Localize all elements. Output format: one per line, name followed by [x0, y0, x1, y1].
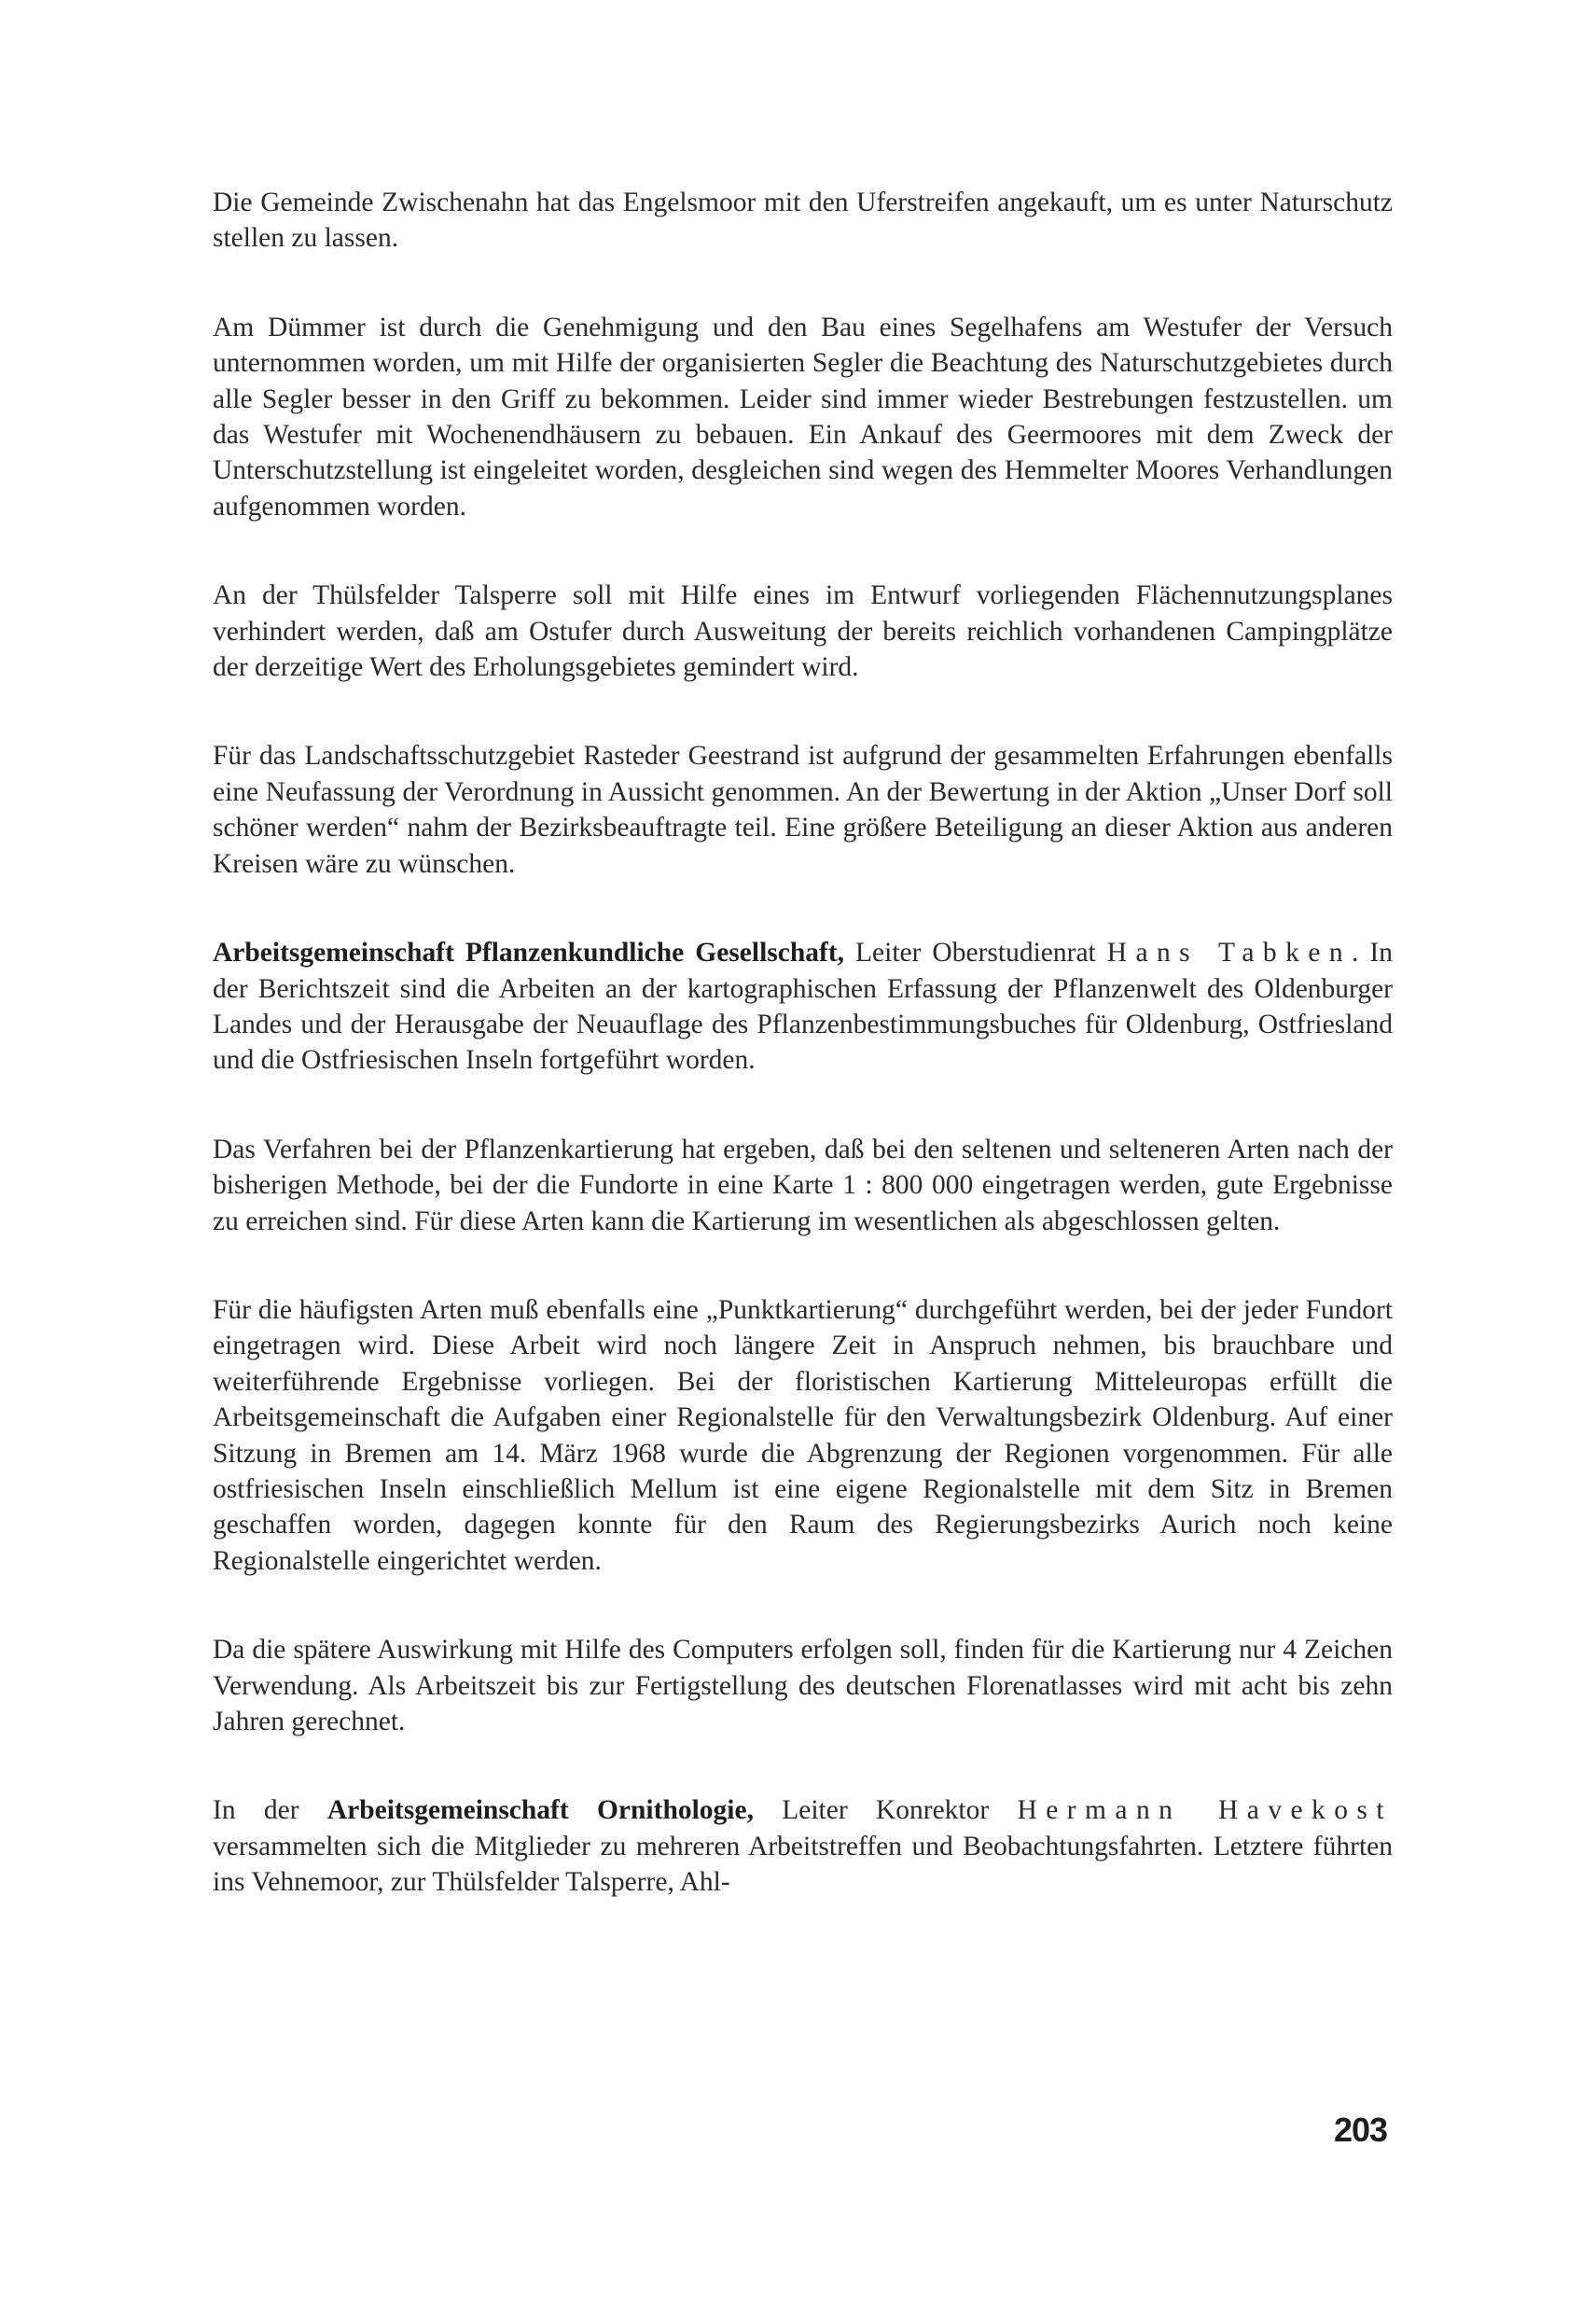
paragraph-text: An der Thülsfelder Talsperre soll mit Hilfe eines im Entwurf vorliegenden Flächennutzungsplanes verhindert werden, daß am Ostufer durch Ausweitung der bereits reichlich vorhandenen Campingplätze der derzeitige Wert des Erholungsgebietes gemindert wird.: [213, 580, 1393, 683]
paragraph-rasteder-geestrand: [213, 738, 1393, 882]
paragraph-text: Da die spätere Auswirkung mit Hilfe des Computers erfolgen soll, finden für die Kartierung nur 4 Zeichen Verwendung. Als Arbeitszeit bis zur Fertigstellung des deutschen Florenatlasses wird mit acht bis zehn Jahren gerechnet.: [213, 1635, 1393, 1736]
paragraph-text: Das Verfahren bei der Pflanzenkartierung hat ergeben, daß bei den seltenen und selteneren Arten nach der bisherigen Methode, bei der die Fundorte in eine Karte 1 : 800 000 eingetragen werden, gute Ergebnisse zu erreichen sind. Für diese Arten kann die Kartierung im wesentlichen als abgeschlossen gelten.: [213, 1134, 1393, 1236]
paragraph-text: . In der Berichtszeit sind die Arbeiten an der kartographischen Erfassung der Pflanzenwelt des Oldenburger Landes und der Herausgabe der Neuauflage des Pflanzenbestimmungsbuches für Oldenburg, Ostfriesland und die Ostfriesischen Inseln fortgeführt worden.: [213, 938, 1393, 1076]
leader-name: Hans Tabken: [1106, 938, 1353, 969]
page-body: [213, 185, 1393, 1954]
paragraph-pflanzenkartierung: [213, 1132, 1393, 1239]
paragraph-text: Für die häufigsten Arten muß ebenfalls eine „Punktkartierung“ durchgeführt werden, bei der jeder Fundort eingetragen wird. Diese Arbeit wird noch längere Zeit in Anspruch nehmen, bis brauchbare und weiterführende Ergebnisse vorliegen. Bei der floristischen Kartierung Mitteleuropas erfüllt die Arbeitsgemeinschaft die Aufgaben einer Regionalstelle für den Verwaltungsbezirk Oldenburg. Auf einer Sitzung in Bremen am 14. März 1968 wurde die Abgrenzung der Regionen vorgenommen. Für alle ostfriesischen Inseln einschließlich Mellum ist eine eigene Regionalstelle mit dem Sitz in Bremen geschaffen worden, dagegen konnte für den Raum des Regierungsbezirks Aurich noch keine Regionalstelle eingerichtet werden.: [213, 1294, 1393, 1576]
paragraph-text: Für das Landschaftsschutzgebiet Rasteder Geestrand ist aufgrund der gesammelten Erfahrungen ebenfalls eine Neufassung der Verordnung in Aussicht genommen. An der Bewertung in der Aktion „Unser Dorf soll schöner werden“ nahm der Bezirksbeauftragte teil. Eine größere Beteiligung an dieser Aktion aus anderen Kreisen wäre zu wünschen.: [213, 741, 1393, 879]
paragraph-text: versammelten sich die Mitglieder zu mehreren Arbeitstreffen und Beobachtungsfahrten. Letztere führten ins Vehnemoor, zur Thülsfelder Talsperre, Ahl-: [213, 1831, 1393, 1898]
page-number: 203: [1334, 2111, 1388, 2149]
paragraph-thuelsfelder-talsperre: [213, 578, 1393, 685]
section-heading: Arbeitsgemeinschaft Ornithologie,: [326, 1795, 754, 1826]
leader-intro: Leiter Oberstudienrat: [844, 938, 1107, 969]
paragraph-zwischenahn: [213, 185, 1393, 257]
paragraph-intro: In der: [213, 1795, 327, 1826]
section-heading: Arbeitsgemeinschaft Pflanzenkundliche Gesellschaft,: [213, 938, 845, 969]
leader-intro: Leiter Konrektor: [753, 1795, 1018, 1826]
leader-name: Hermann Havekost: [1017, 1795, 1393, 1826]
paragraph-text: Am Dümmer ist durch die Genehmigung und den Bau eines Segelhafens am Westufer der Versuch unternommen worden, um mit Hilfe der organisierten Segler die Beachtung des Naturschutzgebietes durch alle Segler besser in den Griff zu bekommen. Leider sind immer wieder Bestrebungen festzustellen. um das Westufer mit Wochenendhäusern zu bebauen. Ein Ankauf des Geermoores mit dem Zweck der Unterschutzstellung ist eingeleitet worden, desgleichen sind wegen des Hemmelter Moores Verhandlungen aufgenommen worden.: [213, 312, 1393, 522]
paragraph-ornithologie: [213, 1792, 1393, 1900]
paragraph-pflanzenkundliche-gesellschaft: [213, 935, 1393, 1079]
paragraph-duemmer: [213, 310, 1393, 524]
paragraph-computer-auswirkung: [213, 1632, 1393, 1739]
paragraph-text: Die Gemeinde Zwischenahn hat das Engelsmoor mit den Uferstreifen angekauft, um es unter Naturschutz stellen zu lassen.: [213, 188, 1393, 254]
paragraph-punktkartierung: [213, 1292, 1393, 1579]
